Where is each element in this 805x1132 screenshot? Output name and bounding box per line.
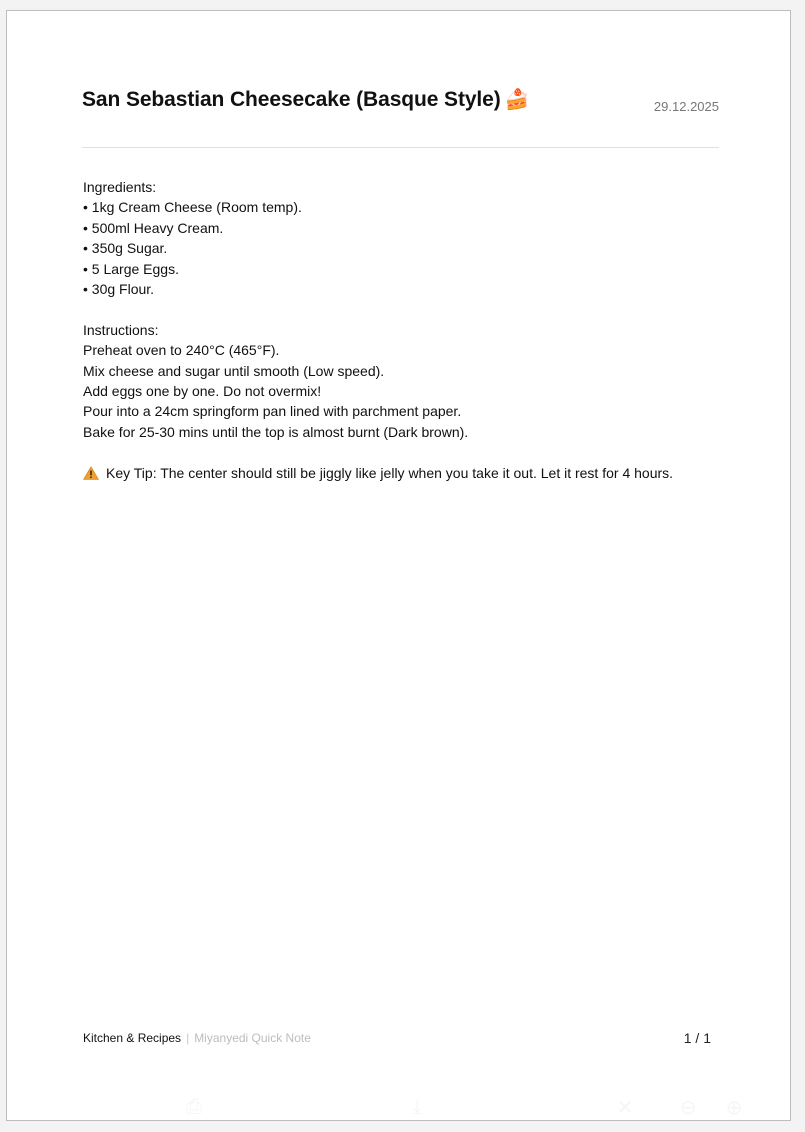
ingredients-heading: Ingredients: <box>83 179 157 195</box>
footer-separator: | <box>186 1031 190 1045</box>
spacer <box>83 442 743 462</box>
document-header <box>82 87 719 148</box>
spacer <box>83 299 743 319</box>
instruction-step: Add eggs one by one. Do not overmix! <box>83 383 322 400</box>
close-button[interactable] <box>611 1093 639 1121</box>
page-title <box>82 87 529 112</box>
page-footer <box>83 1031 311 1045</box>
zoom-out-button[interactable] <box>674 1093 702 1121</box>
ingredient-item: • 5 Large Eggs. <box>83 260 179 277</box>
download-icon <box>413 1096 422 1119</box>
instruction-step: Mix cheese and sugar until smooth (Low speed). <box>83 362 385 379</box>
ingredient-item: • 500ml Heavy Cream. <box>83 219 224 236</box>
print-button[interactable] <box>180 1093 208 1121</box>
cake-icon: 🍰 <box>504 89 530 111</box>
zoom-in-button[interactable] <box>720 1093 748 1121</box>
print-icon <box>186 1096 202 1119</box>
footer-brand: Miyanyedi Quick Note <box>194 1031 311 1045</box>
ingredient-item: • 350g Sugar. <box>83 240 168 257</box>
document-page <box>6 10 791 1121</box>
ingredient-item: • 30g Flour. <box>83 281 155 298</box>
download-button[interactable] <box>403 1093 431 1121</box>
footer-category: Kitchen & Recipes <box>83 1031 182 1045</box>
zoom-in-icon <box>726 1095 743 1120</box>
key-tip <box>83 463 743 483</box>
instruction-step: Preheat oven to 240°C (465°F). <box>83 342 280 359</box>
ingredient-item: • 1kg Cream Cheese (Room temp). <box>83 199 302 216</box>
document-date: 29.12.2025 <box>653 99 719 114</box>
viewer-toolbar <box>7 1093 790 1123</box>
page-indicator: 1 / 1 <box>683 1030 711 1046</box>
tip-text: Key Tip: The center should still be jiggly like jelly when you take it out. Let it rest for 4 hours. <box>106 464 674 481</box>
warning-icon <box>83 466 99 480</box>
title-text: San Sebastian Cheesecake (Basque Style) <box>82 88 501 111</box>
close-icon <box>617 1095 634 1120</box>
zoom-out-icon <box>680 1095 697 1120</box>
document-body <box>83 177 743 483</box>
instructions-heading: Instructions: <box>83 321 159 338</box>
instruction-step: Pour into a 24cm springform pan lined with parchment paper. <box>83 403 462 420</box>
instruction-step: Bake for 25-30 mins until the top is almost burnt (Dark brown). <box>83 423 469 440</box>
